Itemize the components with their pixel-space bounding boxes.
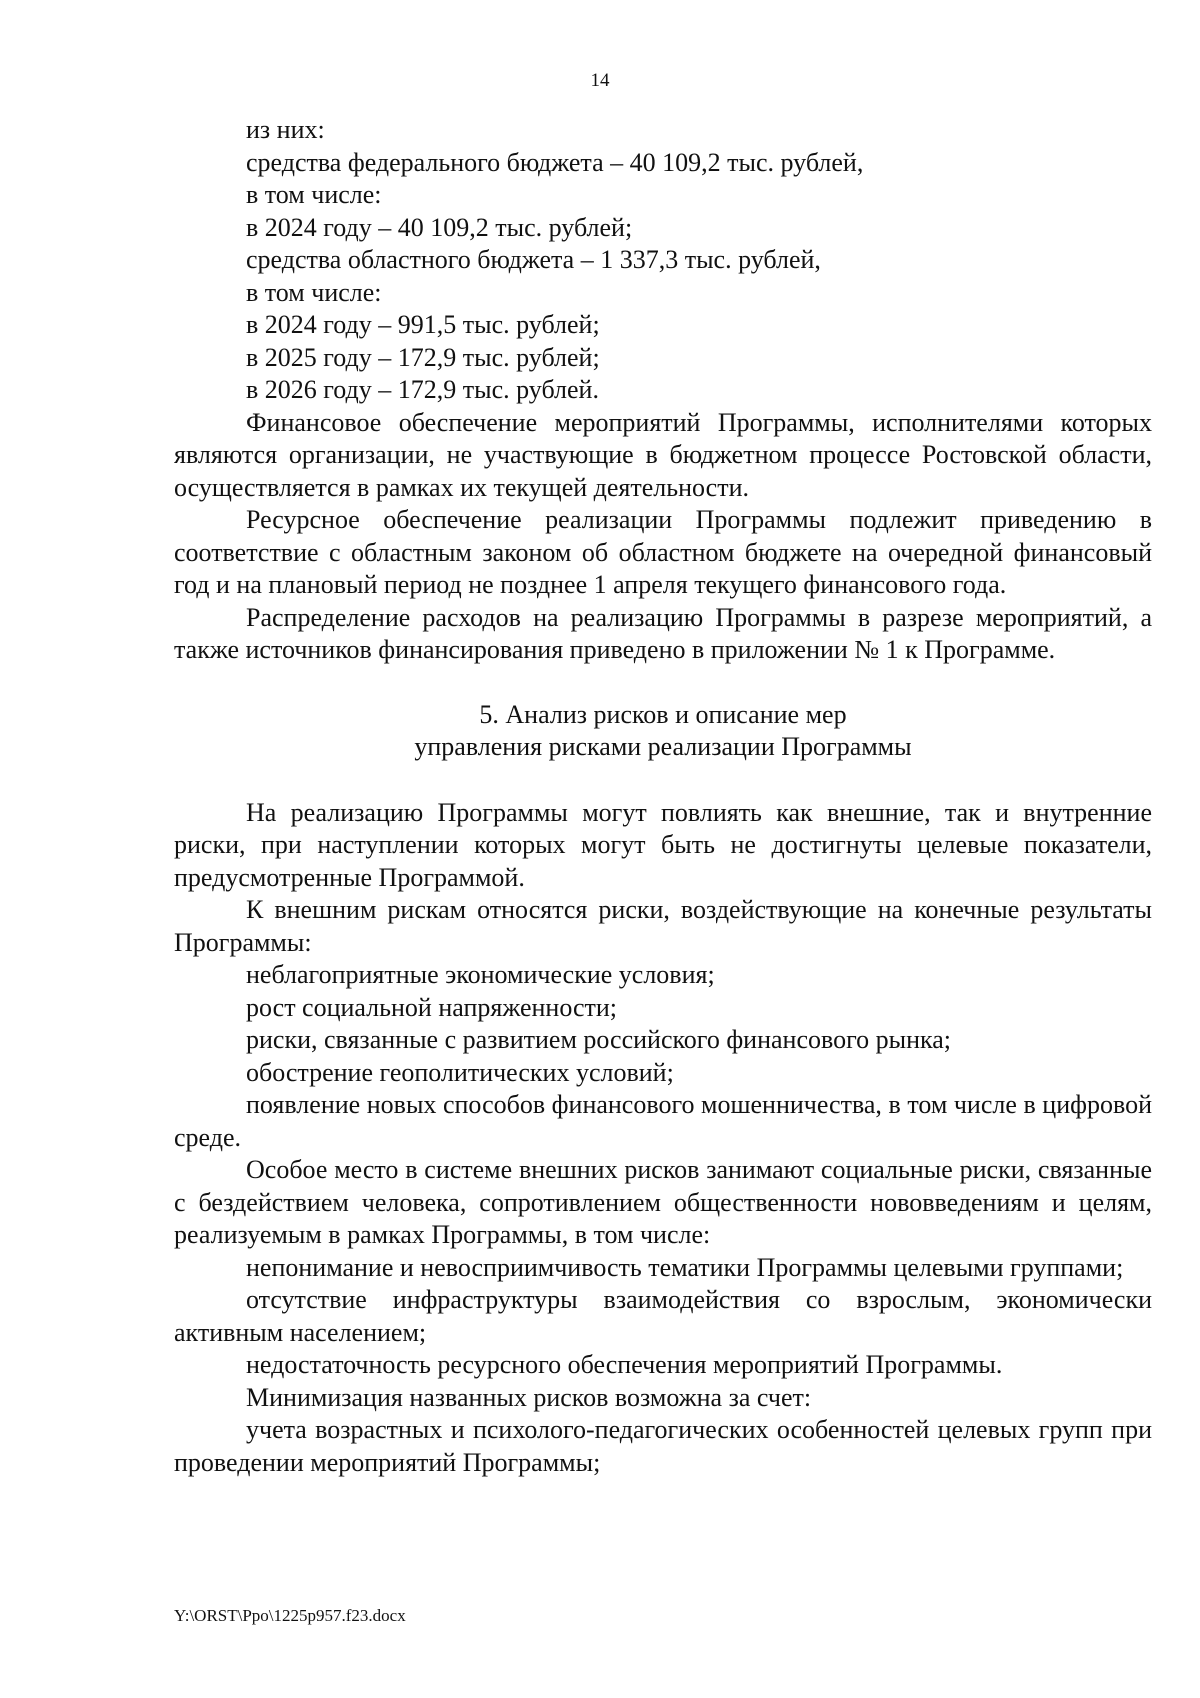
paragraph: Финансовое обеспечение мероприятий Программы, исполнителями которых являются организации, не участвующие в бюджетном процессе Ростовской области, осуществляется в рамках их текущей деятельности.: [174, 407, 1152, 502]
text-line: средства федерального бюджета – 40 109,2 тыс. рублей,: [246, 147, 864, 177]
text-line: в том числе:: [246, 180, 382, 209]
list-item: неблагоприятные экономические условия;: [246, 960, 715, 989]
paragraph: Ресурсное обеспечение реализации Программы подлежит приведению в соответствие с областным законом об областном бюджете на очередной финансовый год и на плановый период не позднее 1 апреля текущего финансового года.: [174, 505, 1152, 599]
paragraph: На реализацию Программы могут повлиять как внешние, так и внутренние риски, при наступлении которых могут быть не достигнуты целевые показатели, предусмотренные Программой.: [174, 797, 1152, 892]
document-body: [174, 114, 1152, 1479]
text-line: средства областного бюджета – 1 337,3 тыс. рублей,: [246, 245, 821, 274]
list-item: учета возрастных и психолого-педагогических особенностей целевых групп при проведении мероприятий Программы;: [174, 1415, 1152, 1477]
list-item: появление новых способов финансового мошенничества, в том числе в цифровой среде.: [174, 1090, 1152, 1152]
section-heading-line-2: управления рисками реализации Программы: [414, 732, 912, 761]
paragraph: Минимизация названных рисков возможна за счет:: [246, 1382, 812, 1412]
text-line: в том числе:: [246, 277, 382, 307]
text-line: в 2024 году – 991,5 тыс. рублей;: [246, 310, 600, 339]
list-item: рост социальной напряженности;: [246, 992, 618, 1022]
list-item: непонимание и невосприимчивость тематики Программы целевыми группами;: [246, 1252, 1124, 1282]
footer-file-path: Y:\ORST\Ppo\1225p957.f23.docx: [174, 1606, 406, 1625]
list-item: недостаточность ресурсного обеспечения мероприятий Программы.: [246, 1350, 1003, 1379]
text-line: из них:: [246, 115, 325, 144]
list-item: отсутствие инфраструктуры взаимодействия со взрослым, экономически активным населением;: [174, 1285, 1152, 1347]
list-item: обострение геополитических условий;: [246, 1057, 674, 1087]
page-number: 14: [590, 70, 610, 91]
text-line: в 2025 году – 172,9 тыс. рублей;: [246, 342, 600, 372]
list-item: риски, связанные с развитием российского финансового рынка;: [246, 1025, 951, 1054]
paragraph: Распределение расходов на реализацию Программы в разрезе мероприятий, а также источников финансирования приведено в приложении № 1 к Программе.: [174, 602, 1152, 664]
paragraph: К внешним рискам относятся риски, воздействующие на конечные результаты Программы:: [174, 895, 1152, 957]
text-line: в 2026 году – 172,9 тыс. рублей.: [246, 375, 599, 404]
text-line: в 2024 году – 40 109,2 тыс. рублей;: [246, 212, 633, 242]
section-heading-line-1: 5. Анализ рисков и описание мер: [479, 699, 847, 729]
paragraph: Особое место в системе внешних рисков занимают социальные риски, связанные с бездействием человека, сопротивлением общественности нововведениям и целям, реализуемым в рамках Программы, в том числе:: [174, 1155, 1152, 1249]
